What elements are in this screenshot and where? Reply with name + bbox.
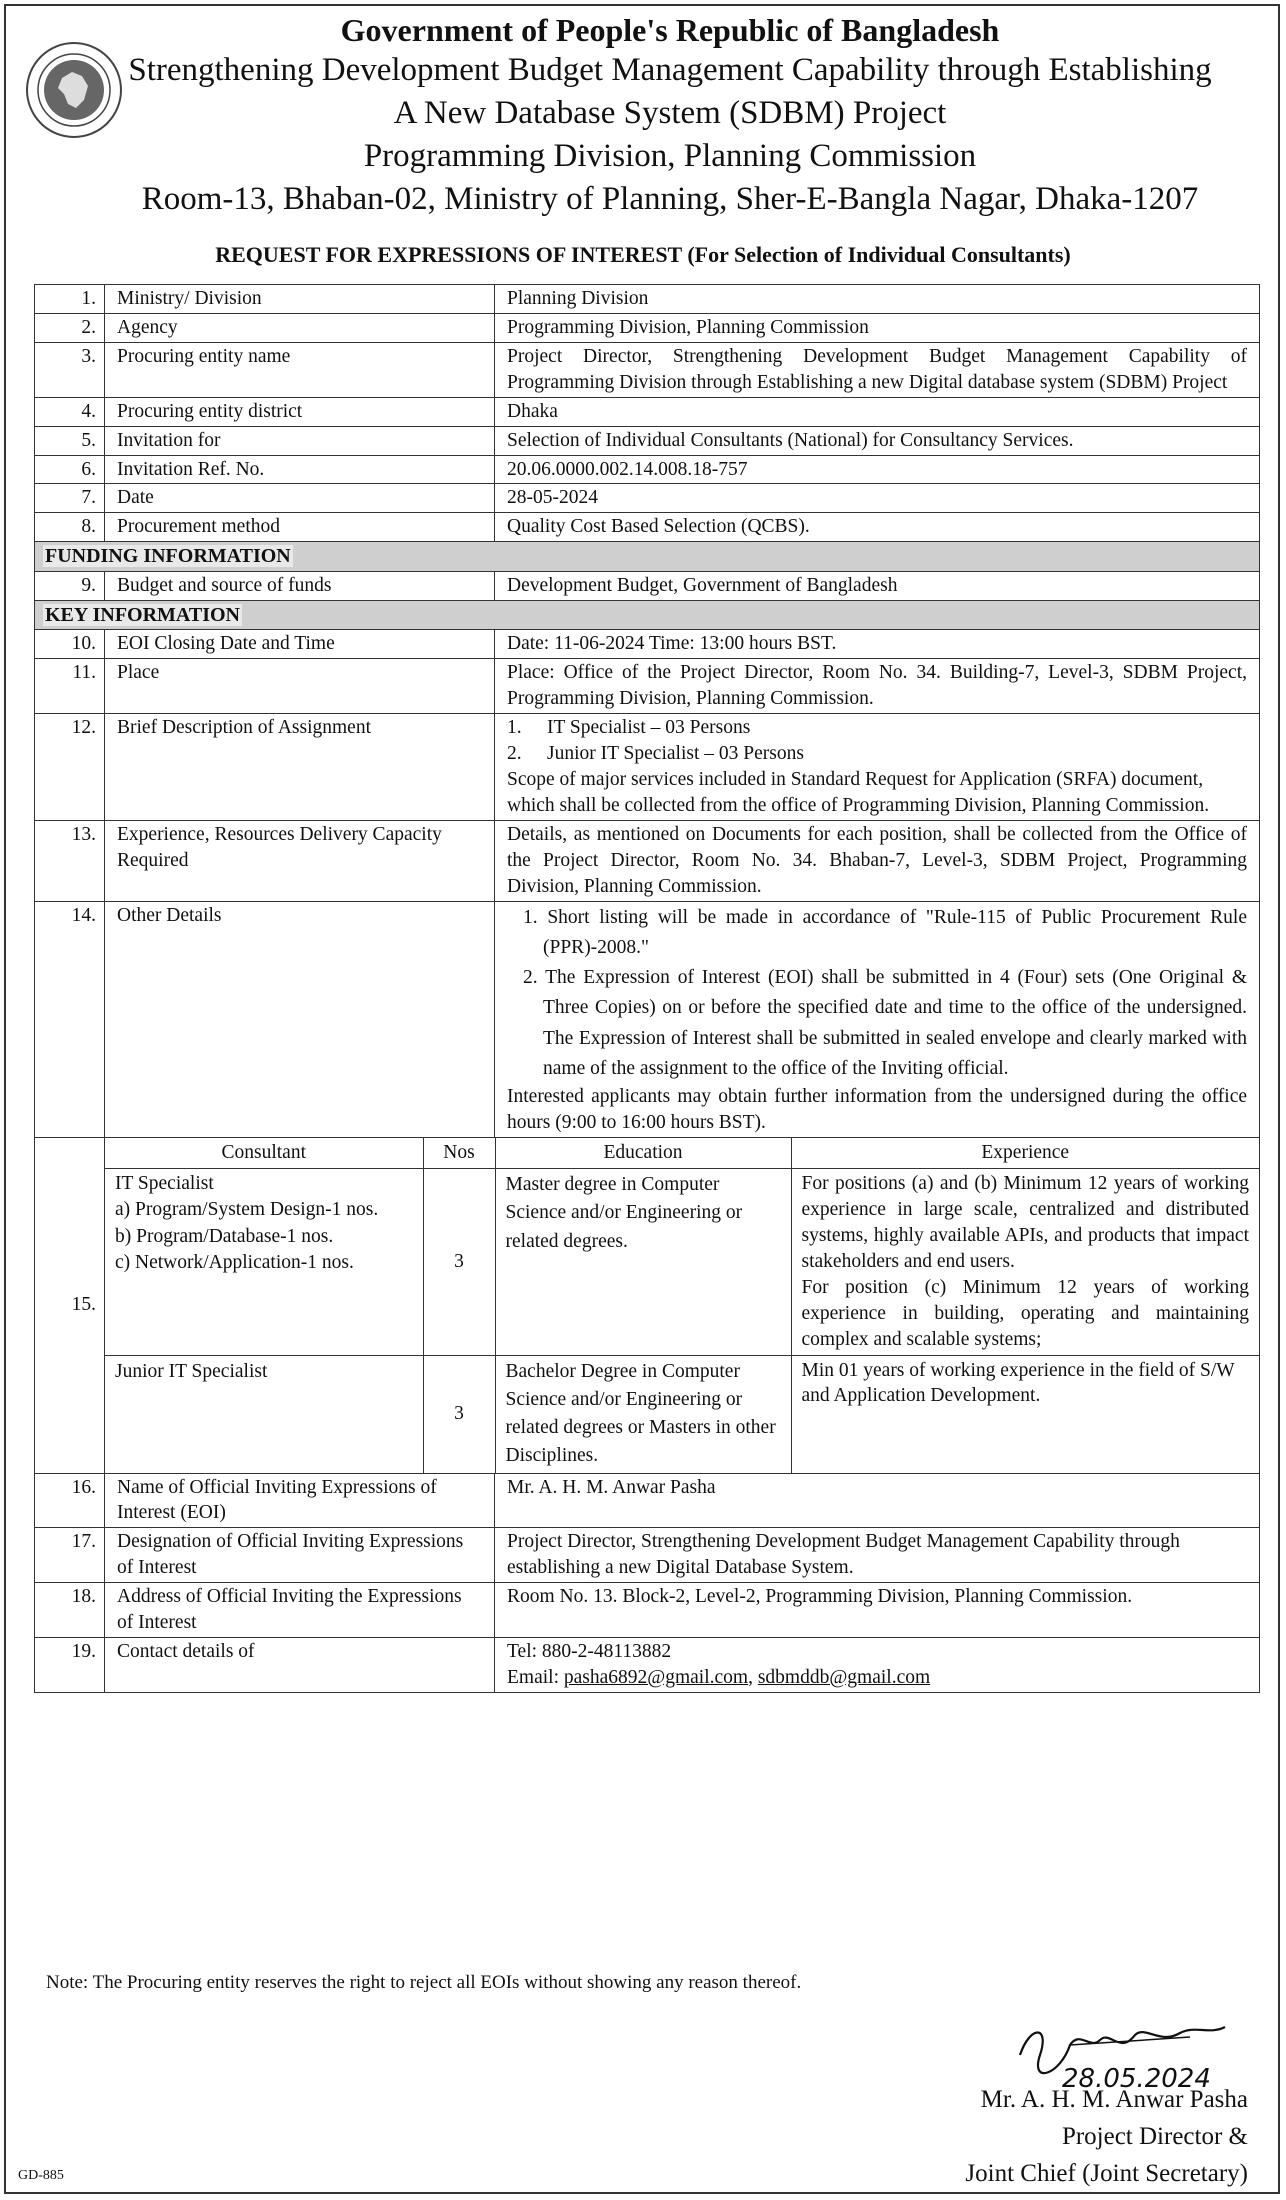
row-value: Development Budget, Government of Bangladesh <box>495 571 1260 600</box>
row-number: 8. <box>35 513 105 542</box>
positions-cell <box>105 1137 1260 1473</box>
row-label: Budget and source of funds <box>105 571 495 600</box>
position-education: Bachelor Degree in Computer Science and/or Engineering or related degrees or Masters in other Disciplines. <box>495 1355 791 1473</box>
row-label: Address of Official Inviting the Expressions of Interest <box>105 1583 495 1638</box>
experience-cell <box>791 1169 1259 1355</box>
row-value <box>495 714 1260 821</box>
table-row <box>35 1583 1260 1638</box>
header-government: Government of People's Republic of Bangladesh <box>340 12 1000 48</box>
section-heading: FUNDING INFORMATION <box>45 545 291 568</box>
section-heading: KEY INFORMATION <box>45 603 240 626</box>
table-row <box>35 484 1260 513</box>
row-label: Place <box>105 659 495 714</box>
row-label: Procuring entity district <box>105 397 495 426</box>
row-value: Date: 11-06-2024 Time: 13:00 hours BST. <box>495 630 1260 659</box>
list-text: Junior IT Specialist – 03 Persons <box>547 743 804 765</box>
row-number: 10. <box>35 630 105 659</box>
table-row <box>35 285 1260 314</box>
row-number: 12. <box>35 714 105 821</box>
position-row <box>105 1355 1259 1473</box>
col-education: Education <box>495 1138 791 1169</box>
row-number: 5. <box>35 426 105 455</box>
row-value: Mr. A. H. M. Anwar Pasha <box>495 1473 1260 1528</box>
government-seal-icon <box>24 40 124 140</box>
detail-note: Interested applicants may obtain further information from the undersigned during the office hours (9:00 to 16:00 hours BST). <box>507 1085 1247 1133</box>
col-consultant: Consultant <box>105 1138 423 1169</box>
list-text: IT Specialist – 03 Persons <box>547 717 751 739</box>
signatory-name: Mr. A. H. M. Anwar Pasha <box>980 2086 1248 2113</box>
signatory-title: Project Director & <box>1061 2123 1248 2150</box>
row-label: Procurement method <box>105 513 495 542</box>
table-row <box>35 571 1260 600</box>
row-value: Programming Division, Planning Commission <box>495 313 1260 342</box>
position-education: Master degree in Computer Science and/or Engineering or related degrees. <box>495 1169 791 1355</box>
consultant-cell <box>105 1169 423 1355</box>
position-nos: 3 <box>423 1355 495 1473</box>
row-number: 15. <box>35 1137 105 1473</box>
col-nos: Nos <box>423 1138 495 1169</box>
table-row <box>35 397 1260 426</box>
row-number: 6. <box>35 455 105 484</box>
header-project-line1: Strengthening Development Budget Management Capability through Establishing <box>128 52 1212 88</box>
row-label: Invitation for <box>105 426 495 455</box>
key-information-band <box>35 600 1260 630</box>
signature-icon <box>1010 2015 1240 2095</box>
row-number: 7. <box>35 484 105 513</box>
position-title: Junior IT Specialist <box>105 1355 423 1473</box>
detail-item: 1. Short listing will be made in accordance of "Rule-115 of Public Procurement Rule (PPR)-2008." <box>523 906 1247 958</box>
list-item <box>507 741 1247 767</box>
row-label: Name of Official Inviting Expressions of Interest (EOI) <box>105 1473 495 1528</box>
row-value: 28-05-2024 <box>495 484 1260 513</box>
list-number: 1. <box>507 717 522 739</box>
col-experience: Experience <box>791 1138 1259 1169</box>
table-row <box>35 1137 1260 1473</box>
row-label: Designation of Official Inviting Expressions of Interest <box>105 1528 495 1583</box>
table-row <box>35 901 1260 1137</box>
position-experience: For positions (a) and (b) Minimum 12 years of working experience in large scale, centralized and distributed systems, highly available APIs, and products that impact stakeholders and end users. <box>801 1173 1249 1272</box>
footer-code: GD-885 <box>18 2168 64 2183</box>
row-value: 20.06.0000.002.14.008.18-757 <box>495 455 1260 484</box>
row-number: 3. <box>35 342 105 397</box>
list-item <box>507 715 1247 741</box>
header-address: Room-13, Bhaban-02, Ministry of Planning, Sher-E-Bangla Nagar, Dhaka-1207 <box>141 181 1199 217</box>
contact-email <box>507 1665 1247 1691</box>
position-row <box>105 1169 1259 1355</box>
row-label: Brief Description of Assignment <box>105 714 495 821</box>
row-label: Date <box>105 484 495 513</box>
row-number: 11. <box>35 659 105 714</box>
row-label: Ministry/ Division <box>105 285 495 314</box>
row-label: Experience, Resources Delivery Capacity Required <box>105 820 495 901</box>
table-row <box>35 714 1260 821</box>
row-number: 4. <box>35 397 105 426</box>
eoi-table <box>34 284 1260 1693</box>
header-division: Programming Division, Planning Commission <box>363 138 977 174</box>
page-title: REQUEST FOR EXPRESSIONS OF INTEREST (For Selection of Individual Consultants) <box>215 242 1071 267</box>
table-row <box>35 342 1260 397</box>
email-link[interactable]: pasha6892@gmail.com <box>563 1667 749 1689</box>
row-value: Project Director, Strengthening Development Budget Management Capability of Programming Division through Establishing a new Digital database system (SDBM) Project <box>495 342 1260 397</box>
position-experience: For position (c) Minimum 12 years of working experience in building, operating and maintaining complex and scalable systems; <box>801 1276 1249 1350</box>
row-number: 13. <box>35 820 105 901</box>
table-row <box>35 659 1260 714</box>
row-value: Project Director, Strengthening Development Budget Management Capability through establishing a new Digital Database System. <box>495 1528 1260 1583</box>
position-experience: Min 01 years of working experience in the field of S/W and Application Development. <box>791 1355 1259 1473</box>
positions-header <box>105 1138 1259 1169</box>
table-row <box>35 1638 1260 1693</box>
detail-item: 2. The Expression of Interest (EOI) shall be submitted in 4 (Four) sets (One Original & Three Copies) on or before the specified date and time to the office of the undersigned. The Expression of Interest shall be submitted in sealed envelope and clearly marked with name of the assignment to the office of the Inviting official. <box>523 967 1247 1079</box>
row-label: Procuring entity name <box>105 342 495 397</box>
table-row <box>35 455 1260 484</box>
row-number: 16. <box>35 1473 105 1528</box>
table-row <box>35 630 1260 659</box>
position-sub: c) Network/Application-1 nos. <box>115 1251 354 1273</box>
list-number: 2. <box>507 743 522 765</box>
position-nos: 3 <box>423 1169 495 1355</box>
footnote: Note: The Procuring entity reserves the right to reject all EOIs without showing any reason thereof. <box>46 1972 802 1993</box>
row-value: Place: Office of the Project Director, Room No. 34. Building-7, Level-3, SDBM Project, Programming Division, Planning Commission. <box>495 659 1260 714</box>
row-label: Agency <box>105 313 495 342</box>
table-row <box>35 313 1260 342</box>
row-value: Planning Division <box>495 285 1260 314</box>
row-value: Selection of Individual Consultants (National) for Consultancy Services. <box>495 426 1260 455</box>
funding-information-band <box>35 542 1260 572</box>
row-number: 14. <box>35 901 105 1137</box>
row-label: Other Details <box>105 901 495 1137</box>
contact-phone: Tel: 880-2-48113882 <box>507 1641 672 1663</box>
row-number: 1. <box>35 285 105 314</box>
signature-date: 28.05.2024 <box>1062 2064 1211 2094</box>
row-label: Contact details of <box>105 1638 495 1693</box>
position-sub: b) Program/Database-1 nos. <box>115 1225 334 1247</box>
header-project-line2: A New Database System (SDBM) Project <box>393 95 947 131</box>
table-row <box>35 513 1260 542</box>
row-value: Dhaka <box>495 397 1260 426</box>
email-label: Email: <box>507 1667 564 1689</box>
table-row <box>35 1528 1260 1583</box>
row-value: Room No. 13. Block-2, Level-2, Programming Division, Planning Commission. <box>495 1583 1260 1638</box>
row-number: 9. <box>35 571 105 600</box>
row-value <box>495 901 1260 1137</box>
row-label: Invitation Ref. No. <box>105 455 495 484</box>
email-separator: , <box>748 1667 758 1689</box>
row-value: Details, as mentioned on Documents for each position, shall be collected from the Office of the Project Director, Room No. 34. Bhaban-7, Level-3, SDBM Project, Programming Division, Planning Commission. <box>495 820 1260 901</box>
row-number: 19. <box>35 1638 105 1693</box>
row-number: 17. <box>35 1528 105 1583</box>
row-number: 18. <box>35 1583 105 1638</box>
position-title: IT Specialist <box>115 1173 214 1195</box>
table-row <box>35 426 1260 455</box>
positions-table <box>105 1138 1259 1473</box>
table-row <box>35 820 1260 901</box>
row-number: 2. <box>35 313 105 342</box>
signatory-rank: Joint Chief (Joint Secretary) <box>965 2160 1248 2187</box>
row-value: Quality Cost Based Selection (QCBS). <box>495 513 1260 542</box>
row-value <box>495 1638 1260 1693</box>
row-label: EOI Closing Date and Time <box>105 630 495 659</box>
position-sub: a) Program/System Design-1 nos. <box>115 1199 379 1221</box>
table-row <box>35 1473 1260 1528</box>
email-link[interactable]: sdbmddb@gmail.com <box>757 1667 931 1689</box>
scope-text: Scope of major services included in Standard Request for Application (SRFA) document, which shall be collected from the office of Programming Division, Planning Commission. <box>507 769 1210 816</box>
